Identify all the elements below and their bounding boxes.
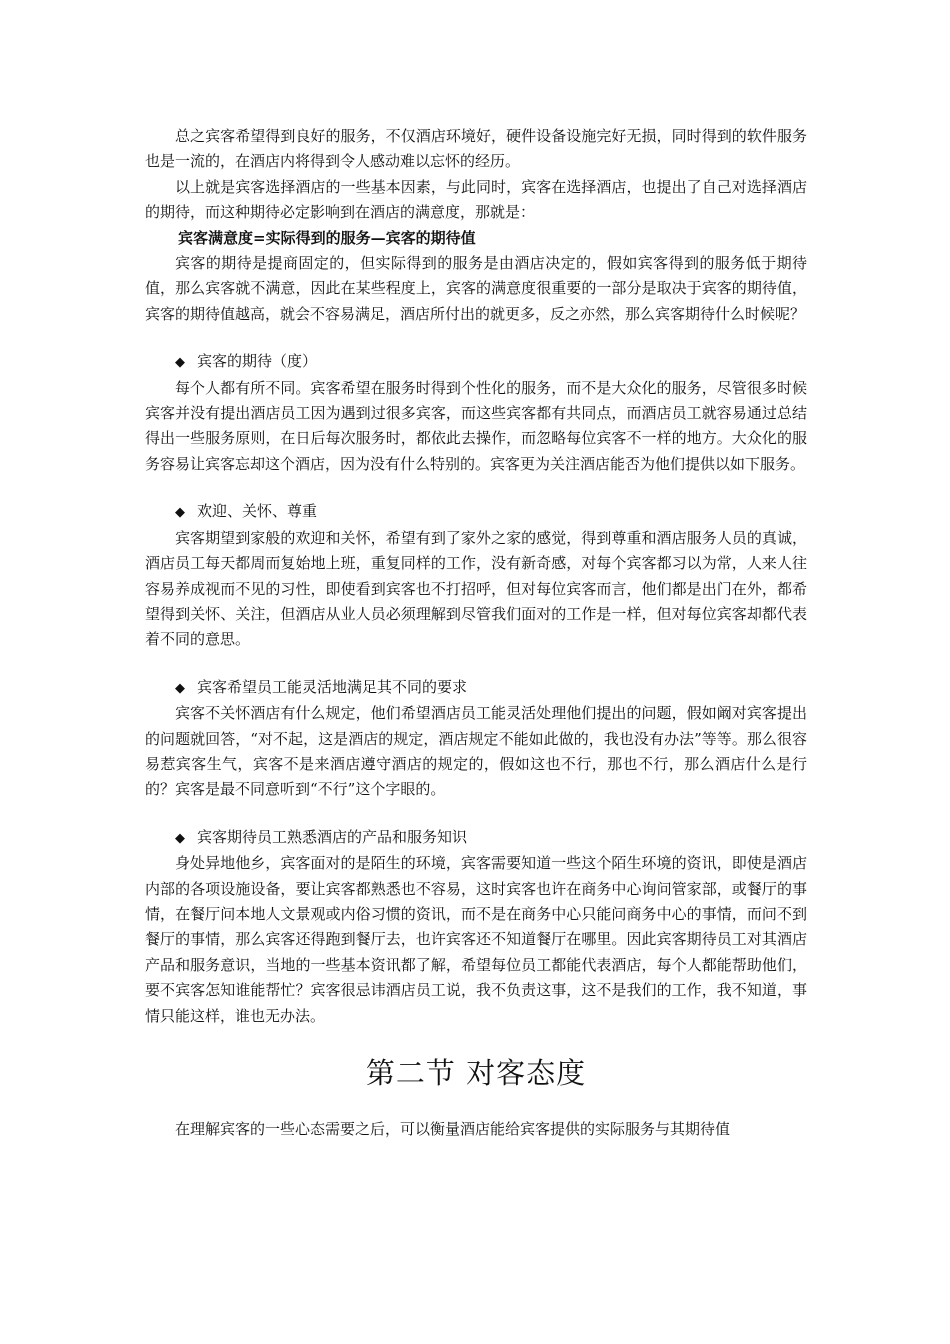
- section-body-expectation: 每个人都有所不同。宾客希望在服务时得到个性化的服务，而不是大众化的服务，尽管很多时候宾客并没有提出酒店员工因为遇到过很多宾客，而这些宾客都有共同点，而酒店员工就容易通过总结得出一些服务原则，在日后每次服务时，都依此去操作，而忽略每位宾客不一样的地方。大众化的服务容易让宾客忘却这个酒店，因为没有什么特别的。宾客更为关注酒店能否为他们提供以如下服务。: [145, 378, 807, 473]
- section-body-flexibility: 宾客不关怀酒店有什么规定，他们希望酒店员工能灵活处理他们提出的问题，假如阚对宾客提出的问题就回答，“对不起，这是酒店的规定，酒店规定不能如此做的，我也没有办法”等等。那么很容易惹宾客生气，宾客不是来酒店遵守酒店的规定的，假如这也不行，那也不行，那么酒店什么是行的？宾客是最不同意听到“不行”这个字眼的。: [145, 704, 807, 799]
- section-heading-flexibility: [145, 675, 807, 701]
- paragraph-closing: 在理解宾客的一些心态需要之后，可以衡量酒店能给宾客提供的实际服务与其期待值: [175, 1120, 731, 1138]
- paragraph-service-summary: 总之宾客希望得到良好的服务，不仅酒店环境好，硬件设备设施完好无损，同时得到的软件服务也是一流的，在酒店内将得到令人感动难以忘怀的经历。: [145, 127, 807, 171]
- diamond-bullet-icon: ◆: [175, 830, 185, 846]
- section-heading-welcome: [145, 499, 807, 525]
- spacer: [145, 653, 807, 675]
- section-heading-text: 宾客希望员工能灵活地满足其不同的要求: [197, 677, 468, 696]
- section-heading-knowledge: [145, 825, 807, 851]
- section-heading-text: 欢迎、关怀、尊重: [197, 502, 318, 521]
- section-title: 第二节 对客态度: [365, 1056, 587, 1090]
- document-body: [145, 124, 807, 1142]
- section-heading-expectation: [145, 349, 807, 375]
- section-heading-text: 宾客期待员工熟悉酒店的产品和服务知识: [197, 827, 468, 846]
- spacer: [145, 803, 807, 825]
- diamond-bullet-icon: ◆: [175, 680, 185, 696]
- spacer: [145, 327, 807, 349]
- paragraph-expectation-explanation: 宾客的期待是提商固定的，但实际得到的服务是由酒店决定的，假如宾客得到的服务低于期待值，那么宾客就不满意，因此在某些程度上，宾客的满意度很重要的一部分是取决于宾客的期待值，宾客的期待值越高，就会不容易满足，酒店所付出的就更多，反之亦然，那么宾客期待什么时候呢？: [145, 254, 807, 323]
- section-heading-text: 宾客的期待（度）: [197, 352, 318, 371]
- satisfaction-formula: 宾客满意度=实际得到的服务—宾客的期待值: [178, 228, 476, 247]
- section-body-welcome: 宾客期望到家般的欢迎和关怀，希望有到了家外之家的感觉，得到尊重和酒店服务人员的真诚，酒店员工每天都周而复始地上班，重复同样的工作，没有新奇感，对每个宾客都习以为常，人来人往容易养成视而不见的习性，即使看到宾客也不打招呼，但对每位宾客而言，他们都是出门在外，都希望得到关怀、关注，但酒店从业人员必须理解到尽管我们面对的工作是一样，但对每位宾客却都代表着不同的意思。: [145, 528, 807, 649]
- paragraph-selection-factors: 以上就是宾客选择酒店的一些基本因素，与此同时，宾客在选择酒店，也提出了自己对选择酒店的期待，而这种期待必定影响到在酒店的满意度，那就是：: [145, 177, 807, 222]
- section-body-knowledge: 身处异地他乡，宾客面对的是陌生的环境，宾客需要知道一些这个陌生环境的资讯，即使是酒店内部的各项设施设备，要让宾客都熟悉也不容易，这时宾客也许在商务中心询问管家部，或餐厅的事情，在餐厅问本地人文景观或内俗习惯的资讯，而不是在商务中心只能问商务中心的事情，而问不到餐厅的事情，那么宾客还得跑到餐厅去，也许宾客还不知道餐厅在哪里。因此宾客期待员工对其酒店产品和服务意识，当地的一些基本资讯都了解，希望每位员工都能代表酒店，每个人都能帮助他们，要不宾客怎知谁能帮忙？宾客很忌讳酒店员工说，我不负责这事，这不是我们的工作，我不知道，事情只能这样，谁也无办法。: [145, 854, 807, 1025]
- diamond-bullet-icon: ◆: [175, 505, 185, 521]
- spacer: [145, 477, 807, 499]
- diamond-bullet-icon: ◆: [175, 355, 185, 371]
